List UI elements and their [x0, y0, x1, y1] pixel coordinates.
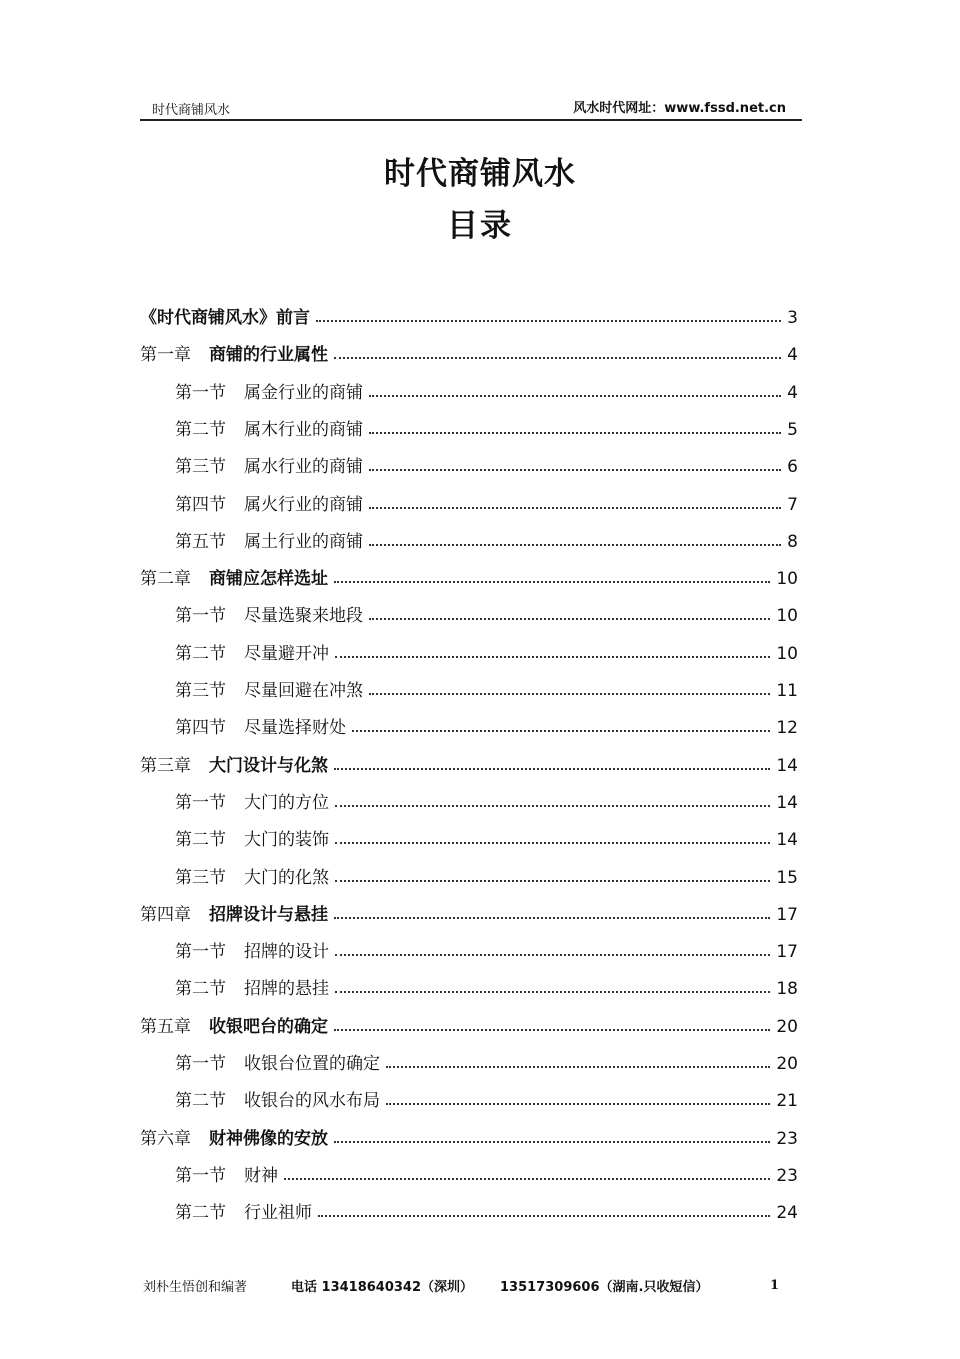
toc-dot-leader: [334, 916, 770, 919]
toc-dot-leader: [369, 617, 770, 620]
toc-entry-number: 第一节: [175, 793, 226, 813]
toc-dot-leader: [352, 729, 770, 732]
toc-section-entry: [175, 1048, 798, 1074]
toc-entry-page: 6: [787, 457, 798, 477]
toc-entry-number: 第六章: [140, 1129, 191, 1149]
toc-entry-label: 属金行业的商铺: [244, 383, 363, 403]
toc-entry-number: 第一节: [175, 1054, 226, 1074]
toc-entry-number: 第四节: [175, 718, 226, 738]
toc-entry-number: 第二节: [175, 979, 226, 999]
toc-heading: 目录: [447, 208, 513, 244]
toc-dot-leader: [334, 580, 770, 583]
toc-entry-page: 3: [787, 308, 798, 328]
toc-entry-page: 12: [776, 718, 798, 738]
toc-entry-label: 大门的方位: [244, 793, 329, 813]
toc-section-entry: [175, 973, 798, 999]
toc-entry-number: 第二节: [175, 830, 226, 850]
toc-chapter-entry: [140, 339, 798, 365]
toc-entry-label: 招牌的设计: [244, 942, 329, 962]
toc-entry-page: 23: [776, 1129, 798, 1149]
footer-author: 刘朴生悟创和编著: [143, 1280, 248, 1295]
toc-entry-label: 大门的装饰: [244, 830, 329, 850]
toc-entry-label: 大门的化煞: [244, 868, 329, 888]
toc-chapter-entry: [140, 899, 798, 925]
toc-dot-leader: [335, 953, 770, 956]
toc-section-entry: [175, 712, 798, 738]
toc-entry-page: 21: [776, 1091, 798, 1111]
toc-entry-number: 第二节: [175, 644, 226, 664]
toc-entry-page: 14: [776, 756, 798, 776]
toc-entry-label: 尽量选择财处: [244, 718, 346, 738]
toc-entry-label: 大门设计与化煞: [209, 756, 328, 776]
toc-chapter-entry: [140, 750, 798, 776]
toc-entry-number: 第五节: [175, 532, 226, 552]
toc-entry-label: 收银台的风水布局: [244, 1091, 380, 1111]
toc-entry-number: 第一节: [175, 1166, 226, 1186]
toc-entry-label: 尽量避开冲: [244, 644, 329, 664]
toc-entry-number: 第五章: [140, 1017, 191, 1037]
toc-entry-label: 收银台位置的确定: [244, 1054, 380, 1074]
toc-entry-page: 17: [776, 942, 798, 962]
toc-chapter-entry: [140, 1011, 798, 1037]
toc-dot-leader: [369, 431, 781, 434]
toc-section-entry: [175, 600, 798, 626]
toc-section-entry: [175, 1085, 798, 1111]
toc-entry-page: 18: [776, 979, 798, 999]
toc-dot-leader: [335, 990, 770, 993]
toc-entry-page: 5: [787, 420, 798, 440]
toc-section-entry: [175, 675, 798, 701]
toc-dot-leader: [316, 319, 781, 322]
toc-entry-page: 11: [776, 681, 798, 701]
toc-entry-page: 10: [776, 606, 798, 626]
toc-entry-label: 收银吧台的确定: [209, 1017, 328, 1037]
toc-entry-page: 17: [776, 905, 798, 925]
toc-entry-number: 第三节: [175, 681, 226, 701]
toc-entry-page: 14: [776, 793, 798, 813]
toc-entry-label: 财神佛像的安放: [209, 1129, 328, 1149]
toc-section-entry: [175, 526, 798, 552]
toc-entry-number: 第二节: [175, 1203, 226, 1223]
header-website: 风水时代网址：www.fssd.net.cn: [573, 101, 786, 116]
toc-section-entry: [175, 936, 798, 962]
toc-entry-page: 8: [787, 532, 798, 552]
toc-section-entry: [175, 1160, 798, 1186]
toc-entry-number: 第一节: [175, 383, 226, 403]
toc-preface-entry: [140, 302, 798, 328]
toc-entry-number: 第一节: [175, 942, 226, 962]
toc-entry-page: 14: [776, 830, 798, 850]
toc-dot-leader: [334, 1028, 770, 1031]
toc-entry-page: 24: [776, 1203, 798, 1223]
toc-entry-number: 第二章: [140, 569, 191, 589]
toc-entry-number: 第一章: [140, 345, 191, 365]
toc-entry-page: 15: [776, 868, 798, 888]
toc-dot-leader: [369, 468, 781, 471]
toc-entry-label: 属木行业的商铺: [244, 420, 363, 440]
toc-entry-label: 招牌的悬挂: [244, 979, 329, 999]
toc-entry-label: 招牌设计与悬挂: [209, 905, 328, 925]
header-book-title: 时代商铺风水: [152, 103, 231, 118]
footer-phone-hunan: 13517309606（湖南.只收短信）: [500, 1280, 709, 1295]
toc-entry-page: 4: [787, 345, 798, 365]
toc-chapter-entry: [140, 1123, 798, 1149]
toc-dot-leader: [369, 692, 770, 695]
toc-entry-number: 第三节: [175, 457, 226, 477]
toc-entry-label: 属火行业的商铺: [244, 495, 363, 515]
toc-section-entry: [175, 787, 798, 813]
toc-dot-leader: [335, 841, 770, 844]
toc-dot-leader: [334, 356, 781, 359]
toc-section-entry: [175, 862, 798, 888]
toc-dot-leader: [335, 879, 770, 882]
footer-page-number: 1: [770, 1278, 780, 1293]
toc-entry-label: 属水行业的商铺: [244, 457, 363, 477]
toc-entry-label: 财神: [244, 1166, 278, 1186]
toc-entry-page: 23: [776, 1166, 798, 1186]
toc-entry-label: 行业祖师: [244, 1203, 312, 1223]
toc-dot-leader: [335, 655, 770, 658]
page-header: [140, 97, 802, 121]
toc-dot-leader: [369, 506, 781, 509]
toc-dot-leader: [369, 543, 781, 546]
document-title: 时代商铺风水: [384, 156, 576, 192]
toc-entry-page: 20: [776, 1017, 798, 1037]
toc-section-entry: [175, 638, 798, 664]
toc-section-entry: [175, 489, 798, 515]
toc-entry-number: 第三章: [140, 756, 191, 776]
toc-section-entry: [175, 1197, 798, 1223]
toc-entry-label: 商铺的行业属性: [209, 345, 328, 365]
toc-entry-label: 商铺应怎样选址: [209, 569, 328, 589]
toc-dot-leader: [386, 1102, 770, 1105]
toc-entry-number: 第四节: [175, 495, 226, 515]
toc-entry-label: 尽量回避在冲煞: [244, 681, 363, 701]
toc-dot-leader: [334, 1140, 770, 1143]
toc-entry-page: 4: [787, 383, 798, 403]
toc-entry-label: 尽量选聚来地段: [244, 606, 363, 626]
toc-section-entry: [175, 451, 798, 477]
footer-phone-shenzhen: 电话 13418640342（深圳）: [291, 1280, 474, 1295]
toc-entry-page: 20: [776, 1054, 798, 1074]
toc-entry-number: 第三节: [175, 868, 226, 888]
toc-entry-number: 第四章: [140, 905, 191, 925]
toc-dot-leader: [386, 1065, 770, 1068]
toc-section-entry: [175, 414, 798, 440]
toc-entry-number: 第二节: [175, 1091, 226, 1111]
toc-dot-leader: [318, 1214, 770, 1217]
toc-dot-leader: [284, 1177, 770, 1180]
toc-section-entry: [175, 824, 798, 850]
toc-chapter-entry: [140, 563, 798, 589]
toc-entry-label: 《时代商铺风水》前言: [140, 308, 310, 328]
toc-dot-leader: [335, 804, 770, 807]
toc-entry-page: 10: [776, 569, 798, 589]
toc-entry-number: 第一节: [175, 606, 226, 626]
toc-section-entry: [175, 377, 798, 403]
toc-dot-leader: [369, 394, 781, 397]
toc-entry-page: 10: [776, 644, 798, 664]
toc-entry-label: 属土行业的商铺: [244, 532, 363, 552]
toc-dot-leader: [334, 767, 770, 770]
toc-entry-page: 7: [787, 495, 798, 515]
toc-entry-number: 第二节: [175, 420, 226, 440]
